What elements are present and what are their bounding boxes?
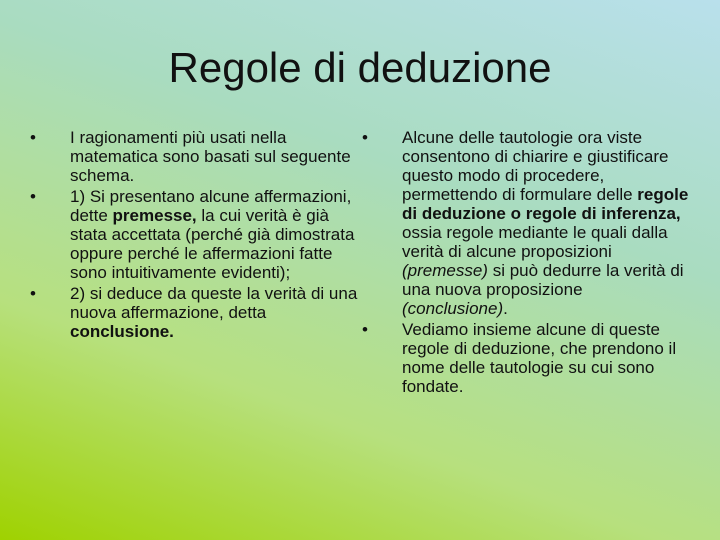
- left-bullet-list: [28, 128, 358, 341]
- bullet-text: 1) Si presentano alcune affermazioni, dette: [70, 187, 352, 225]
- bullet-text: Alcune delle tautologie ora viste consentono di chiarire e giustificare questo modo di procedere, permettendo di formulare delle: [402, 128, 669, 204]
- bullet-dot-icon: •: [30, 187, 36, 206]
- bold-term-regole: regole di deduzione o regole di inferenza,: [402, 185, 689, 223]
- bullet-text: .: [503, 299, 508, 318]
- list-item: [28, 187, 358, 282]
- italic-term-premesse: (premesse): [402, 261, 488, 280]
- bullet-text: ossia regole mediante le quali dalla verità di alcune proposizioni: [402, 223, 668, 261]
- list-item: [360, 320, 690, 396]
- bullet-text: si può dedurre la verità di una nuova proposizione: [402, 261, 684, 299]
- bullet-text: Vediamo insieme alcune di queste regole di deduzione, che prendono il nome delle tautologie su cui sono fondate.: [402, 320, 677, 396]
- right-bullet-list: [360, 128, 690, 396]
- bold-term-premesse: premesse,: [112, 206, 197, 225]
- italic-term-conclusione: (conclusione): [402, 299, 504, 318]
- list-item: [360, 128, 690, 318]
- bullet-dot-icon: •: [30, 284, 36, 303]
- bullet-text: I ragionamenti più usati nella matematica sono basati sul seguente schema.: [70, 128, 351, 185]
- bullet-dot-icon: •: [362, 320, 368, 339]
- bold-term-conclusione: conclusione.: [70, 322, 174, 341]
- bullet-dot-icon: •: [362, 128, 368, 147]
- bullet-text: la cui verità è già stata accettata (perché già dimostrata oppure perché le affermazioni fatte sono intuitivamente evidenti);: [70, 206, 355, 282]
- list-item: [28, 284, 358, 341]
- right-column: [360, 128, 690, 396]
- slide-title: Regole di deduzione: [168, 44, 552, 91]
- left-column: [28, 128, 358, 341]
- bullet-dot-icon: •: [30, 128, 36, 147]
- list-item: [28, 128, 358, 185]
- bullet-text: 2) si deduce da queste la verità di una nuova affermazione, detta: [70, 284, 358, 322]
